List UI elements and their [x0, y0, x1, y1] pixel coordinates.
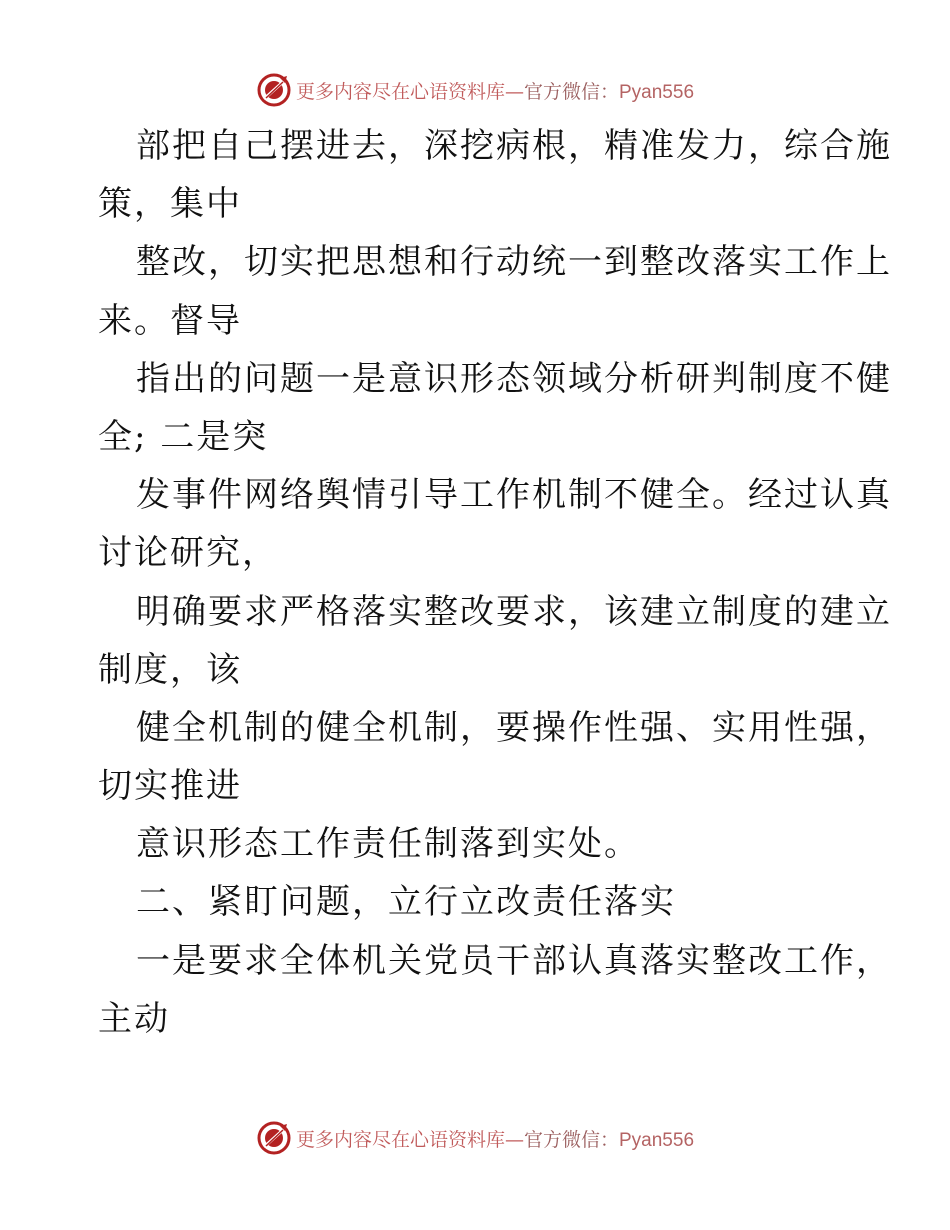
- text-line: 健全机制的健全机制，要操作性强、实用性强，: [136, 707, 892, 748]
- footer-banner-content: [256, 1120, 694, 1156]
- document-body: [98, 117, 892, 1048]
- text-line: 切实推进: [98, 766, 242, 807]
- header-banner: [0, 70, 950, 110]
- brand-logo-icon: [256, 72, 292, 108]
- text-line: 主动: [98, 998, 170, 1039]
- banner-wechat-id: Pyan556: [619, 1129, 695, 1151]
- text-line: 整改，切实把思想和行动统一到整改落实工作上: [136, 242, 892, 283]
- banner-site-text: 更多内容尽在心语资料库: [295, 1128, 505, 1151]
- banner-wechat-label: 官方微信：: [523, 80, 619, 103]
- text-line: 发事件网络舆情引导工作机制不健全。经过认真: [136, 475, 892, 516]
- banner-site-text: 更多内容尽在心语资料库: [295, 80, 505, 103]
- text-line: 制度，该: [98, 649, 242, 690]
- banner-text: [296, 1125, 694, 1152]
- banner-text: [296, 77, 694, 104]
- banner-dash: —: [504, 80, 524, 103]
- banner-dash: —: [504, 1128, 524, 1151]
- header-banner-content: [256, 72, 694, 108]
- text-line: 一是要求全体机关党员干部认真落实整改工作，: [136, 940, 892, 981]
- banner-wechat-id: Pyan556: [619, 81, 695, 103]
- text-line: 明确要求严格落实整改要求，该建立制度的建立: [136, 591, 892, 632]
- text-line: 部把自己摆进去，深挖病根，精准发力，综合施: [136, 126, 892, 166]
- text-line: 来。督导: [98, 300, 242, 341]
- text-line: 指出的问题一是意识形态领域分析研判制度不健: [136, 358, 892, 399]
- footer-banner: [0, 1118, 950, 1158]
- text-line: 意识形态工作责任制落到实处。: [136, 824, 640, 865]
- banner-wechat-label: 官方微信：: [523, 1128, 619, 1151]
- brand-logo-icon: [256, 1120, 292, 1156]
- text-line: 策，集中: [98, 184, 242, 225]
- text-line: 全; 二是突: [98, 416, 269, 457]
- section-heading: 二、紧盯问题，立行立改责任落实: [136, 882, 676, 923]
- text-line: 讨论研究，: [98, 533, 278, 574]
